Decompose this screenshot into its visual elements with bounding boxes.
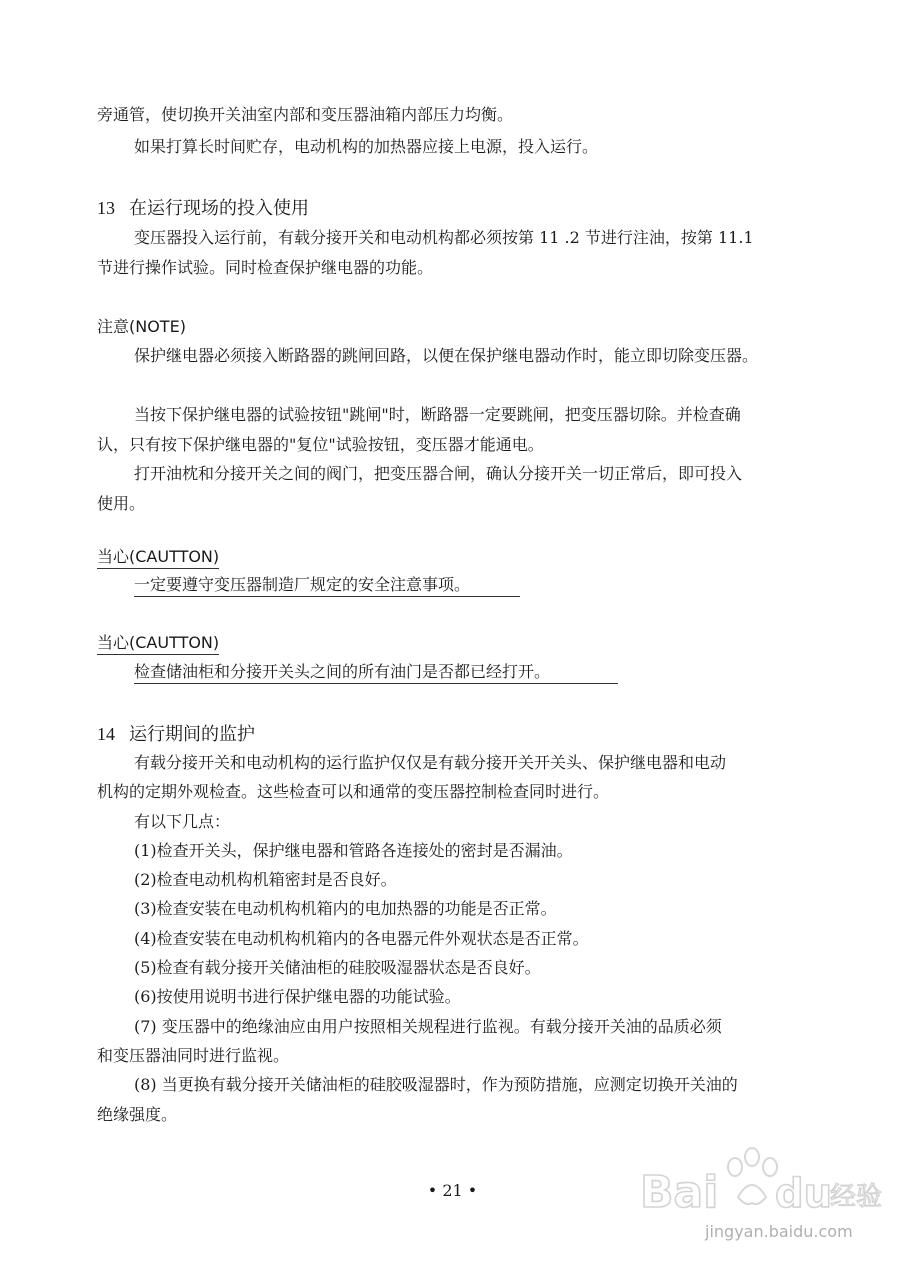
section-title: 在运行现场的投入使用 bbox=[129, 198, 309, 219]
list-item: (8) 当更换有载分接开关储油柜的硅胶吸湿器时，作为预防措施，应测定切换开关油的 bbox=[134, 1075, 738, 1094]
section-14-heading bbox=[97, 722, 255, 747]
list-item-continuation: 绝缘强度。 bbox=[97, 1105, 178, 1124]
note-text: 保护继电器必须接入断路器的跳闸回路，以便在保护继电器动作时，能立即切除变压器。 bbox=[134, 346, 759, 365]
section-13-heading bbox=[97, 196, 309, 221]
paragraph-line: 使用。 bbox=[97, 494, 146, 513]
caution-text: 检查储油柜和分接开关头之间的所有油门是否都已经打开。 bbox=[134, 661, 618, 684]
note-label: 注意(NOTE) bbox=[97, 317, 186, 336]
watermark-url: jingyan.baidu.com bbox=[705, 1222, 853, 1241]
list-item: (2)检查电动机构机箱密封是否良好。 bbox=[134, 870, 397, 889]
list-item-continuation: 和变压器油同时进行监视。 bbox=[97, 1046, 290, 1065]
paragraph-line: 有载分接开关和电动机构的运行监护仅仅是有载分接开关开关头、保护继电器和电动 bbox=[134, 753, 727, 772]
list-item: (4)检查安装在电动机构机箱内的各电器元件外观状态是否正常。 bbox=[134, 929, 589, 948]
paragraph-line: 机构的定期外观检查。这些检查可以和通常的变压器控制检查同时进行。 bbox=[97, 782, 610, 801]
page-number: • 21 • bbox=[427, 1181, 478, 1200]
paragraph-line: 当按下保护继电器的试验按钮"跳闸"时，断路器一定要跳闸，把变压器切除。并检查确 bbox=[134, 405, 741, 424]
svg-text:du: du bbox=[775, 1171, 833, 1217]
section-number: 14 bbox=[97, 724, 115, 744]
paragraph-line: 如果打算长时间贮存，电动机构的加热器应接上电源，投入运行。 bbox=[134, 137, 599, 156]
list-item: (5)检查有载分接开关储油柜的硅胶吸湿器状态是否良好。 bbox=[134, 958, 541, 977]
section-number: 13 bbox=[97, 198, 115, 218]
section-title: 运行期间的监护 bbox=[129, 724, 255, 745]
list-item: (7) 变压器中的绝缘油应由用户按照相关规程进行监视。有载分接开关油的品质必须 bbox=[134, 1017, 722, 1036]
paragraph-line: 认，只有按下保护继电器的"复位"试验按钮，变压器才能通电。 bbox=[97, 435, 544, 454]
caution-label: 当心(CAUTTON) bbox=[97, 546, 219, 569]
list-item: (1)检查开关头，保护继电器和管路各连接处的密封是否漏油。 bbox=[134, 841, 573, 860]
paragraph-line: 有以下几点： bbox=[134, 812, 231, 831]
svg-text:Bai: Bai bbox=[640, 1167, 719, 1218]
paragraph-line: 旁通管，使切换开关油室内部和变压器油箱内部压力均衡。 bbox=[97, 105, 514, 124]
paragraph-line: 打开油枕和分接开关之间的阀门，把变压器合闸，确认分接开关一切正常后，即可投入 bbox=[134, 464, 743, 483]
svg-text:经验: 经验 bbox=[830, 1182, 883, 1212]
caution-label: 当心(CAUTTON) bbox=[97, 632, 219, 655]
paragraph-line: 变压器投入运行前，有载分接开关和电动机构都必须按第 11 .2 节进行注油，按第 11.1 bbox=[134, 228, 754, 247]
list-item: (6)按使用说明书进行保护继电器的功能试验。 bbox=[134, 987, 461, 1006]
caution-text: 一定要遵守变压器制造厂规定的安全注意事项。 bbox=[134, 574, 520, 597]
list-item: (3)检查安装在电动机构机箱内的电加热器的功能是否正常。 bbox=[134, 899, 557, 918]
paragraph-line: 节进行操作试验。同时检查保护继电器的功能。 bbox=[97, 258, 434, 277]
